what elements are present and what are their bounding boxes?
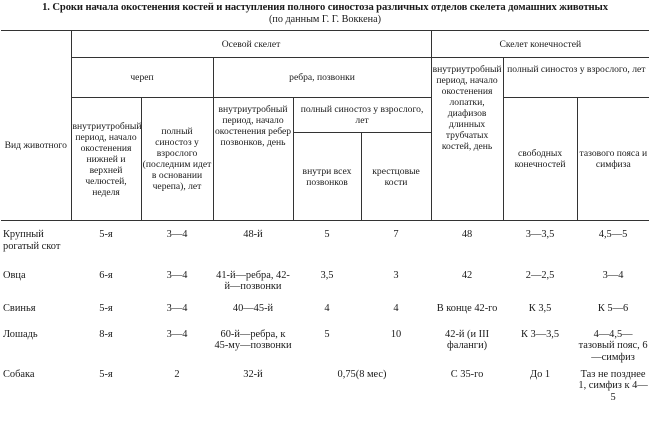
cell: К 5—6 [597,302,629,314]
cell: 7 [393,229,399,240]
cell: 3—3,5 [525,229,555,240]
cell: 3,5 [320,269,334,281]
cell: 4 [393,302,399,314]
cell: 5-я [99,302,113,314]
cell: 3—4 [166,229,188,240]
cell: 3 [393,269,399,281]
header-vertebrae-sacral: крестцовые кости [361,133,431,221]
animal-cell: Собака [3,368,35,380]
header-ribs-synostosis: полный синостоз у взрослого, лет [293,98,431,133]
cell: С 35-го [450,368,484,380]
cell: 2 [174,368,180,380]
cell: 5-я [99,368,113,380]
table-row [1,221,649,269]
cell: 10 [390,328,402,340]
cell: 4—4,5—тазовый пояс, 6—симфиз [578,328,648,363]
table-row [1,302,649,328]
table-row [1,269,649,302]
cell: 3—4 [166,269,188,281]
cell: Таз не позднее 1, симфиз к 4—5 [578,368,648,403]
header-skull-synostosis: полный синостоз у взрослого (последним идет в основании черепа), лет [141,98,213,221]
cell: 4,5—5 [598,229,628,240]
header-ribs-vertebrae: ребра, позвонки [213,58,431,98]
table-subtitle: (по данным Г. Г. Воккена) [268,14,382,25]
cell: В конце 42-го [436,302,498,314]
cell: 5 [324,328,330,340]
header-skull-prenatal: внутриутробный период, начало окостенения нижней и верхней челюстей, неделя [71,98,141,221]
cell: 42-й (и III фаланги) [445,328,490,351]
cell: 60-й—ребра, к 45-му—позвонки [214,328,292,351]
header-limb-synostosis: полный синостоз у взрослого, лет [503,58,649,98]
header-limb-pelvic: тазового пояса и симфиза [577,98,649,221]
animal-cell: Свинья [3,302,36,314]
table-row [1,328,649,368]
cell: 0,75(8 мес) [337,368,387,380]
header-limb-free: свободных конечностей [503,98,577,221]
table-title: 1. Сроки начала окостенения костей и наступления полного синостоза различных отделов скелета домашних животных [42,2,608,13]
cell: 3—4 [166,328,188,340]
cell: К 3—3,5 [521,328,560,340]
cell: 40—45-й [232,302,274,314]
header-axial-skeleton: Осевой скелет [71,31,431,58]
cell: К 3,5 [528,302,552,314]
cell: 2—2,5 [525,269,555,281]
cell: 32-й [243,368,263,380]
header-skull: череп [71,58,213,98]
ossification-table [1,30,649,412]
cell: 48 [461,229,473,240]
cell: 4 [324,302,330,314]
cell: 42 [461,269,473,281]
cell: 3—4 [602,269,624,281]
cell: 8-я [99,328,113,340]
header-limb-skeleton: Скелет конечностей [431,31,649,58]
animal-cell: Лошадь [3,328,38,340]
table-row [1,368,649,412]
cell: 48-й [243,229,263,240]
header-limb-prenatal: внутриутробный период, начало окостенения лопатки, диафизов длинных трубчатых костей, день [431,58,503,221]
header-ribs-prenatal: внутриутробный период, начало окостенения ребер позвонков, день [213,98,293,221]
cell: 6-я [99,269,113,281]
header-animal: Вид животного [1,31,71,221]
cell: 41-й—ребра, 42-й—позвонки [216,269,290,292]
header-vertebrae-all: внутри всех позвонков [293,133,361,221]
cell: 5 [324,229,330,240]
cell: 3—4 [166,302,188,314]
cell: До 1 [530,368,551,380]
cell: 5-я [99,229,113,240]
animal-cell: Крупный рогатый скот [3,229,61,252]
animal-cell: Овца [3,269,26,281]
